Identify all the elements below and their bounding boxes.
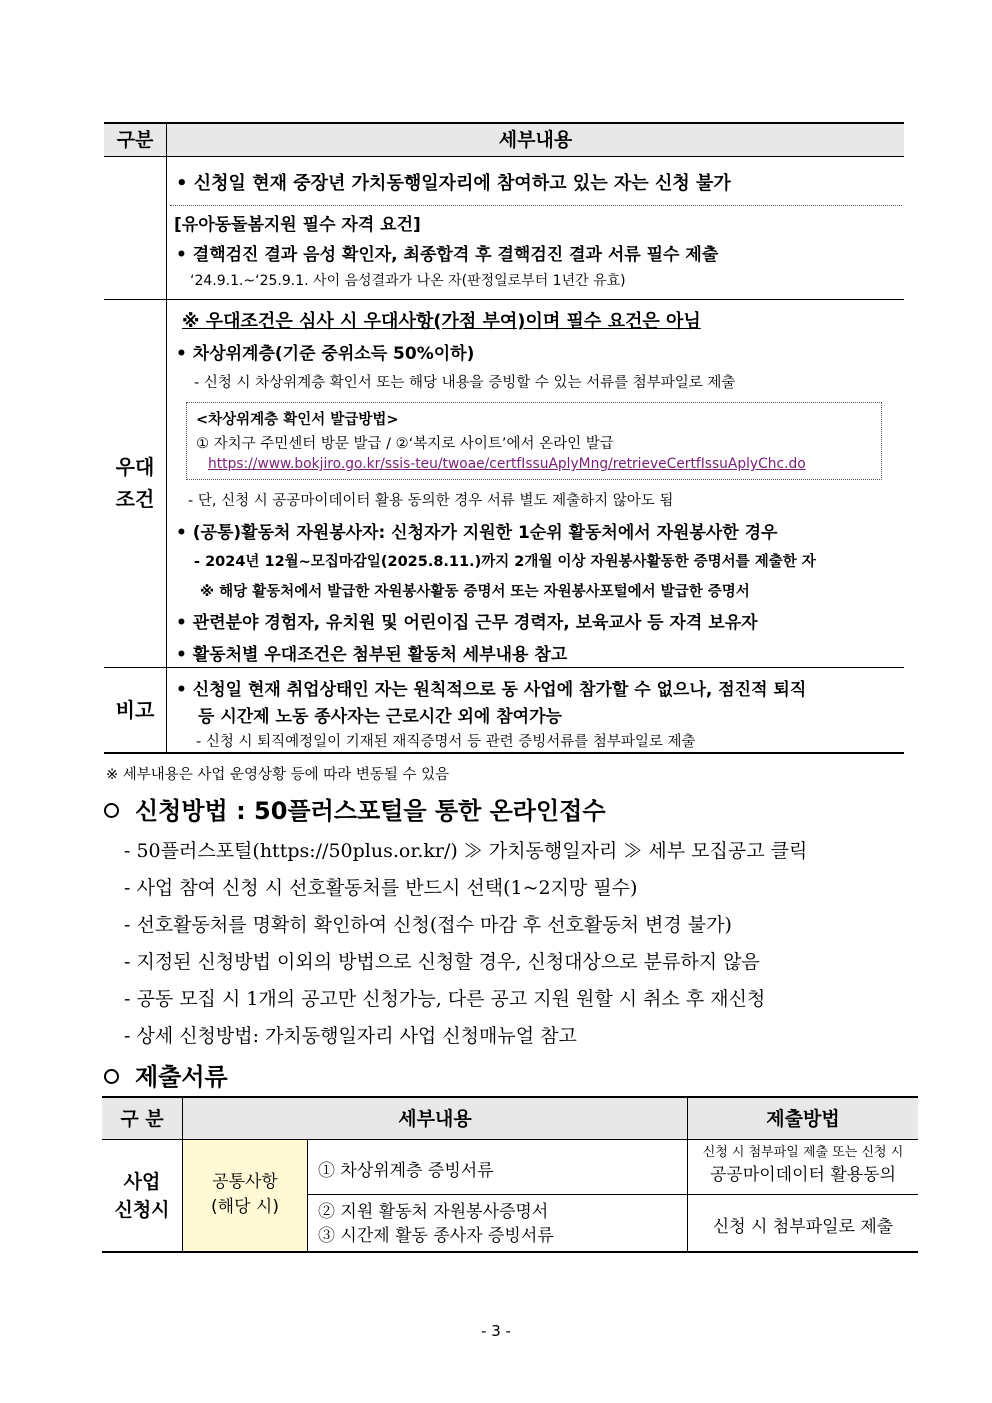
callout-method: ① 자치구 주민센터 방문 발급 / ②‘복지로 사이트’에서 온라인 발급: [196, 436, 614, 452]
header-category: 구 분: [120, 1108, 164, 1130]
eligibility-line: • 신청일 현재 중장년 가치동행일자리에 참여하고 있는 자는 신청 불가: [176, 173, 731, 194]
preference-notice: ※ 우대조건은 심사 시 우대사항(가점 부여)이며 필수 요건은 아님: [182, 311, 701, 332]
header-details: 세부내용: [498, 129, 573, 151]
application-title: 신청방법 : 50플러스포털을 통한 온라인접수: [104, 791, 606, 826]
experience-item: • 관련분야 경험자, 유치원 및 어린이집 근무 경력자, 보육교사 등 자격 보유자: [176, 613, 758, 633]
childcare-requirement: • 결핵검진 결과 음성 확인자, 최종합격 후 결핵검진 결과 서류 필수 제출: [176, 245, 719, 265]
application-item: - 선호활동처를 명확히 확인하여 신청(접수 마감 후 선호활동처 변경 불가): [124, 914, 732, 936]
header-details: 세부내용: [398, 1108, 472, 1130]
row2-method: 신청 시 첨부파일로 제출: [712, 1217, 894, 1237]
bullet-circle-icon: [104, 803, 119, 818]
documents-title: 제출서류: [104, 1057, 228, 1092]
near-poor-sub: - 신청 시 차상위계층 확인서 또는 해당 내용을 증빙할 수 있는 서류를 첨부파일로 제출: [194, 375, 736, 391]
application-item: - 상세 신청방법: 가치동행일자리 사업 신청매뉴얼 참고: [124, 1025, 577, 1047]
application-item: - 지정된 신청방법 이외의 방법으로 신청할 경우, 신청대상으로 분류하지 않음: [124, 951, 760, 973]
row1-detail: ① 차상위계층 증빙서류: [318, 1161, 494, 1181]
header-method: 제출방법: [766, 1108, 840, 1130]
documents-table: [102, 1096, 918, 1253]
childcare-note: ‘24.9.1.~‘25.9.1. 사이 음성결과가 나온 자(판정일로부터 1년간 유효): [190, 273, 626, 289]
childcare-title: [유아동돌봄지원 필수 자격 요건]: [174, 215, 421, 235]
mydata-note: - 단, 신청 시 공공마이데이터 활용 동의한 경우 서류 별도 제출하지 않아도 됨: [188, 493, 674, 509]
bullet-circle-icon: [104, 1069, 119, 1084]
volunteer-item: • (공통)활동처 자원봉사자: 신청자가 지원한 1순위 활동처에서 자원봉사한 경우: [176, 523, 778, 543]
preference-label: 우대 조건: [115, 455, 155, 511]
remarks-line3: - 신청 시 퇴직예정일이 기재된 재직증명서 등 관련 증빙서류를 첨부파일로 제출: [196, 734, 696, 750]
footnote: ※ 세부내용은 사업 운영상황 등에 따라 변동될 수 있음: [106, 767, 450, 783]
per-site-item: • 활동처별 우대조건은 첨부된 활동처 세부내용 참고: [176, 645, 568, 665]
documents-header: [102, 1096, 918, 1140]
category-cell: 사업 신청시: [114, 1171, 170, 1221]
callout-title: <차상위계층 확인서 발급방법>: [196, 412, 399, 428]
header-category: 구분: [116, 129, 154, 151]
row1-method: 신청 시 첨부파일 제출 또는 신청 시 공공마이데이터 활용동의: [702, 1145, 904, 1185]
common-cell: 공통사항 (해당 시): [211, 1172, 279, 1217]
application-item: - 공동 모집 시 1개의 공고만 신청가능, 다른 공고 지원 원할 시 취소 후 재신청: [124, 988, 766, 1010]
application-item: - 50플러스포털(https://50plus.or.kr/) ≫ 가치동행일자리 ≫ 세부 모집공고 클릭: [124, 840, 808, 862]
row2-detail: ② 지원 활동처 자원봉사증명서 ③ 시간제 활동 종사자 증빙서류: [318, 1202, 554, 1246]
bokjiro-link[interactable]: https://www.bokjiro.go.kr/ssis-teu/twoae/certfIssuAplyMng/retrieveCertfIssuAplyChc.do: [208, 456, 806, 472]
volunteer-sub2: ※ 해당 활동처에서 발급한 자원봉사활동 증명서 또는 자원봉사포털에서 발급한 증명서: [200, 584, 750, 600]
table-header: [104, 122, 904, 157]
remarks-label: 비고: [115, 698, 155, 722]
near-poor-item: • 차상위계층(기준 중위소득 50%이하): [176, 344, 475, 364]
remarks-line1: • 신청일 현재 취업상태인 자는 원칙적으로 동 사업에 참가할 수 없으나, 점진적 퇴직: [176, 680, 807, 700]
page-number: - 3 -: [481, 1322, 511, 1340]
remarks-line2: 등 시간제 노동 종사자는 근로시간 외에 참여가능: [198, 707, 562, 727]
volunteer-sub1: - 2024년 12월~모집마감일(2025.8.11.)까지 2개월 이상 자원봉사활동한 증명서를 제출한 자: [194, 554, 816, 570]
application-item: - 사업 참여 신청 시 선호활동처를 반드시 선택(1~2지망 필수): [124, 877, 638, 899]
